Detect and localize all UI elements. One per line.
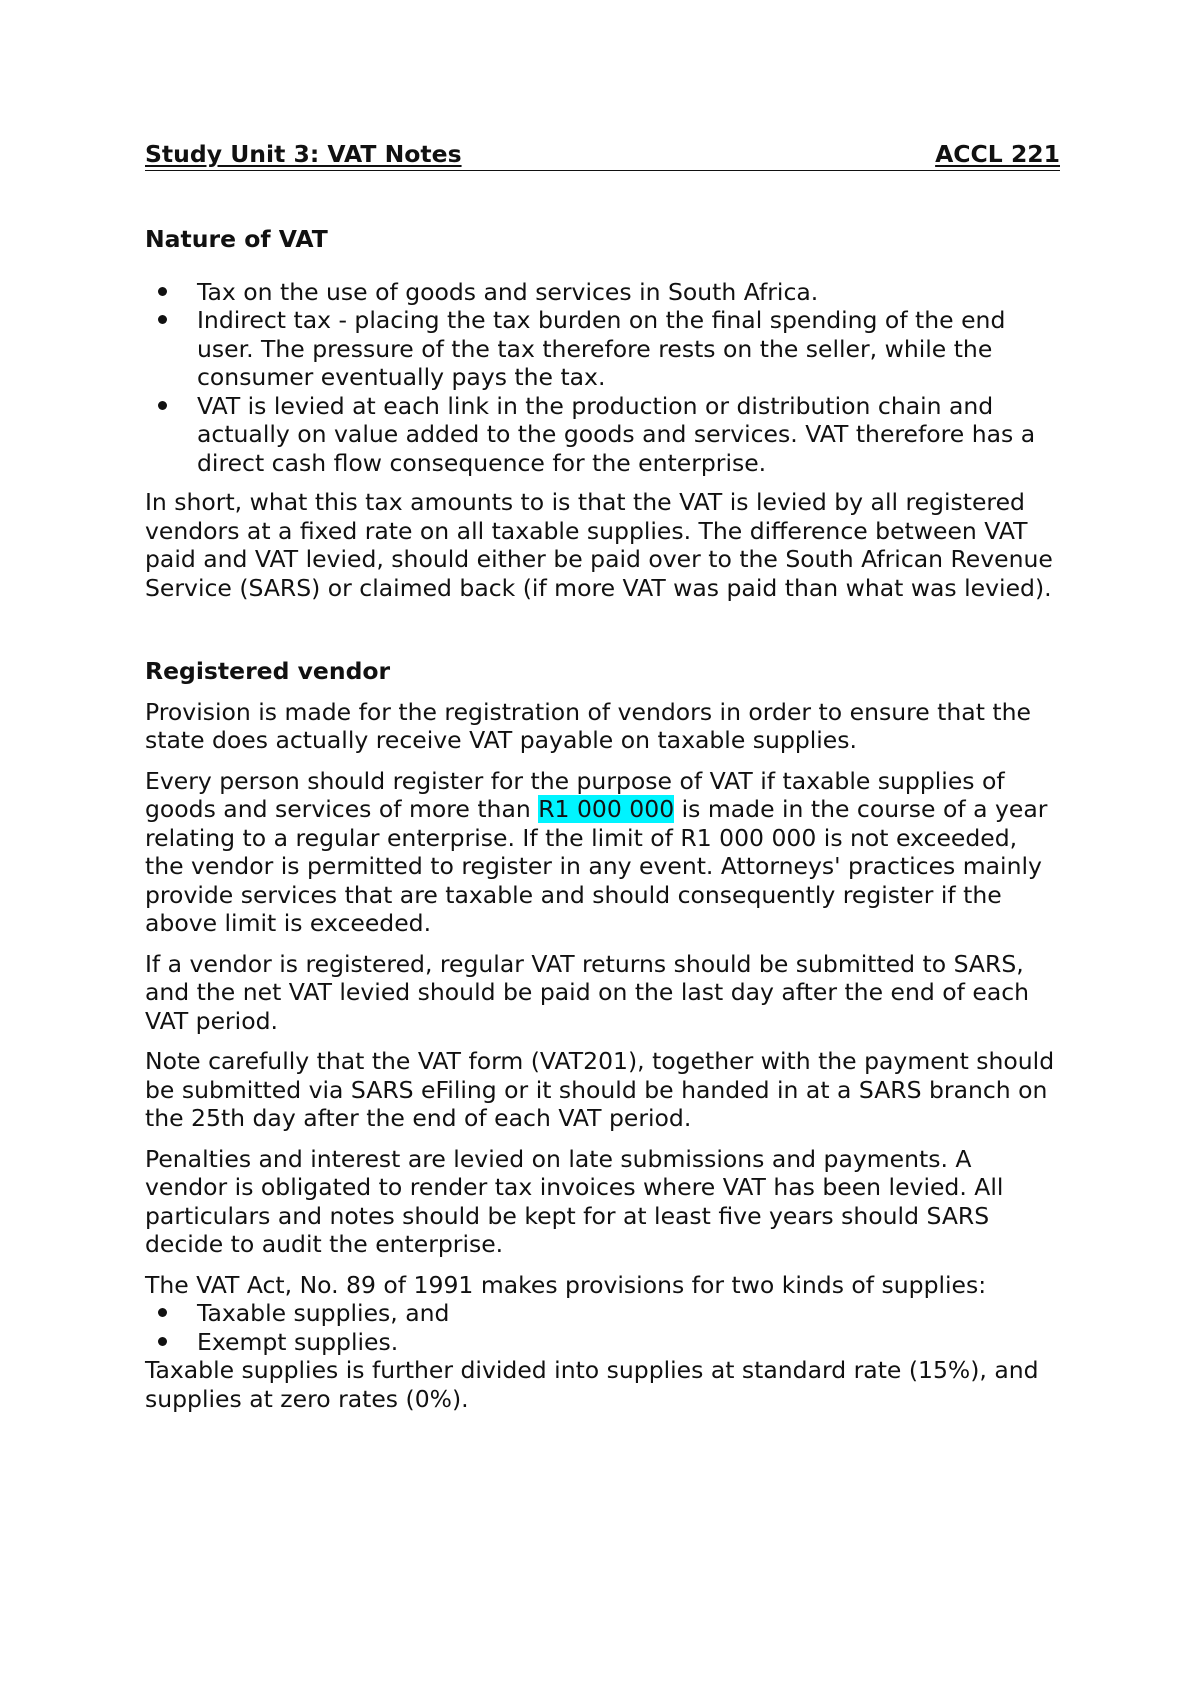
- section-heading-nature: Nature of VAT: [145, 225, 328, 253]
- nature-summary-paragraph: In short, what this tax amounts to is that the VAT is levied by all registered vendors at a fixed rate on all taxable supplies. The difference between VAT paid and VAT levied, should either be paid over to the South African Revenue Service (SARS) or claimed back (if more VAT was paid than what was levied).: [145, 488, 1053, 602]
- supplies-bullet-list: [145, 1299, 1060, 1356]
- list-item: Taxable supplies, and: [145, 1299, 1060, 1328]
- highlighted-threshold: R1 000 000: [538, 795, 675, 823]
- register-text-before: Every person should register for the purpose of VAT if taxable supplies of goods and services of more than: [145, 766, 1005, 823]
- list-item: Indirect tax - placing the tax burden on the final spending of the end user. The pressure of the tax therefore rests on the seller, while the consumer eventually pays the tax.: [145, 306, 1060, 392]
- list-item: Tax on the use of goods and services in South Africa.: [145, 278, 1060, 307]
- vendor-paragraph-taxable-rates: Taxable supplies is further divided into supplies at standard rate (15%), and supplies at zero rates (0%).: [145, 1356, 1039, 1413]
- vendor-paragraph-penalties: Penalties and interest are levied on late submissions and payments. A vendor is obligated to render tax invoices where VAT has been levied. All particulars and notes should be kept for at least five years should SARS decide to audit the enterprise.: [145, 1144, 1004, 1258]
- document-header: [145, 140, 1060, 171]
- vendor-paragraph-returns: If a vendor is registered, regular VAT returns should be submitted to SARS, and the net VAT levied should be paid on the last day after the end of each VAT period.: [145, 949, 1030, 1035]
- document-title: Study Unit 3: VAT Notes: [145, 140, 462, 168]
- vendor-paragraph-vat-act: The VAT Act, No. 89 of 1991 makes provisions for two kinds of supplies:: [145, 1270, 987, 1299]
- list-item: VAT is levied at each link in the production or distribution chain and actually on value added to the goods and services. VAT therefore has a direct cash flow consequence for the enterprise.: [145, 392, 1060, 478]
- vendor-paragraph-register: [145, 767, 1060, 938]
- register-text-after: is made in the course of a year relating to a regular enterprise. If the limit of R1 000 000 is not exceeded, the vendor is permitted to register in any event. Attorneys' practices mainly provide services that are taxable and should consequently register if the above limit is exceeded.: [145, 795, 1048, 937]
- section-heading-registered-vendor: Registered vendor: [145, 657, 391, 685]
- course-code: ACCL 221: [935, 140, 1060, 168]
- vendor-paragraph-vat-form: Note carefully that the VAT form (VAT201), together with the payment should be submitted via SARS eFiling or it should be handed in at a SARS branch on the 25th day after the end of each VAT period.: [145, 1047, 1055, 1132]
- vendor-paragraph-provision: Provision is made for the registration of vendors in order to ensure that the state does actually receive VAT payable on taxable supplies.: [145, 697, 1031, 754]
- nature-bullet-list: [145, 278, 1060, 478]
- list-item: Exempt supplies.: [145, 1328, 1060, 1357]
